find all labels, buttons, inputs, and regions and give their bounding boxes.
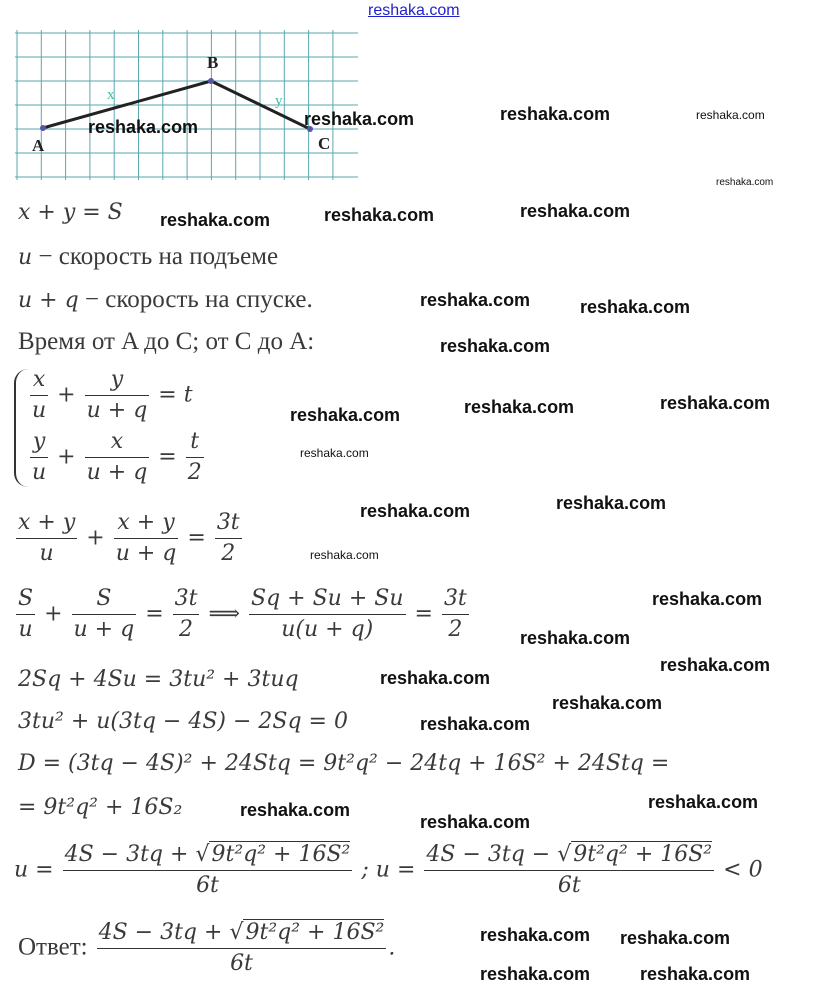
watermark: reshaka.com (648, 792, 759, 812)
watermark: reshaka.com (480, 964, 591, 984)
eq-sum-times: $\frac{x + y}{u}$ + $\frac{x + y}{u + q}$ = $\frac{3t}{2}$ (18, 510, 240, 566)
var: u (18, 245, 33, 270)
var: u + q (18, 288, 79, 313)
watermark: reshaka.com (520, 201, 631, 221)
watermark: reshaka.com (240, 800, 351, 820)
watermark: reshaka.com (300, 446, 369, 460)
watermark: reshaka.com (464, 397, 575, 417)
text: − скорость на спуске. (78, 286, 313, 313)
watermark: reshaka.com (556, 493, 667, 513)
watermark: reshaka.com (520, 628, 631, 648)
eq-sum: x + y = S (18, 200, 123, 225)
label-x: x (107, 87, 115, 103)
watermark: reshaka.com (360, 501, 471, 521)
watermark: reshaka.com (660, 393, 771, 413)
path-diagram (0, 0, 420, 200)
eq-quadratic: 3tu² + u(3tq − 4S) − 2Sq = 0 (18, 709, 348, 734)
watermark: reshaka.com (380, 668, 491, 688)
watermark: reshaka.com (500, 104, 611, 124)
point-b (208, 78, 214, 84)
watermark: reshaka.com (310, 548, 379, 562)
time-text: Время от A до C; от C до A: (18, 328, 315, 355)
label-a: A (32, 136, 45, 155)
watermark: reshaka.com (440, 336, 551, 356)
text: − скорость на подъеме (32, 243, 279, 270)
watermark: reshaka.com (660, 655, 771, 675)
watermark: reshaka.com (696, 108, 765, 122)
answer-label: Ответ: (18, 933, 88, 961)
label-b: B (207, 53, 219, 72)
watermark: reshaka.com (324, 205, 435, 225)
watermark-link[interactable]: reshaka.com (368, 2, 460, 19)
answer: Ответ: $\frac{\text{4S − 3tq + √9t²q² + 16S²}}{6t}$ . (18, 920, 396, 976)
watermark: reshaka.com (88, 117, 199, 137)
label-c: C (318, 134, 331, 153)
def-uq (18, 286, 313, 314)
watermark: reshaka.com (290, 405, 401, 425)
watermark: reshaka.com (652, 589, 763, 609)
watermark: reshaka.com (420, 290, 531, 310)
system-eq2: $\frac{y}{u}$ + $\frac{x}{u + q}$ = $\frac{t}{2}$ (32, 429, 202, 485)
equation-system (14, 365, 274, 495)
eq-substitute: $\frac{S}{u}$ + $\frac{S}{u + q}$ = $\frac{3t}{2}$ ⟹ $\frac{Sq + Su + Su}{u(u + q)}$ = $\frac{3t}{2}$ (18, 586, 467, 642)
label-y: y (275, 93, 283, 109)
watermark: reshaka.com (640, 964, 751, 984)
watermark: reshaka.com (620, 928, 731, 948)
watermark: reshaka.com (304, 109, 415, 129)
eq-expanded: 2Sq + 4Su = 3tu² + 3tuq (18, 667, 299, 692)
watermark: reshaka.com (552, 693, 663, 713)
point-a (40, 125, 46, 131)
watermark: reshaka.com (420, 812, 531, 832)
watermark: reshaka.com (716, 177, 774, 188)
eq-discriminant-result: = 9t²q² + 16S₂ (18, 795, 183, 820)
watermark: reshaka.com (580, 297, 691, 317)
watermark: reshaka.com (420, 714, 531, 734)
eq-discriminant: D = (3tq − 4S)² + 24Stq = 9t²q² − 24tq + 16S² + 24Stq = (18, 751, 670, 776)
eq-roots: u = $\frac{\text{4S − 3tq + √9t²q² + 16S²}}{6t}$ ; u = $\frac{\text{4S − 3tq − √9t²q² + 16S²}}{6t}$ < 0 (14, 842, 763, 898)
system-eq1: $\frac{x}{u}$ + $\frac{y}{u + q}$ = t (32, 367, 193, 423)
watermark: reshaka.com (160, 210, 271, 230)
def-u (18, 243, 278, 271)
watermark: reshaka.com (480, 925, 591, 945)
